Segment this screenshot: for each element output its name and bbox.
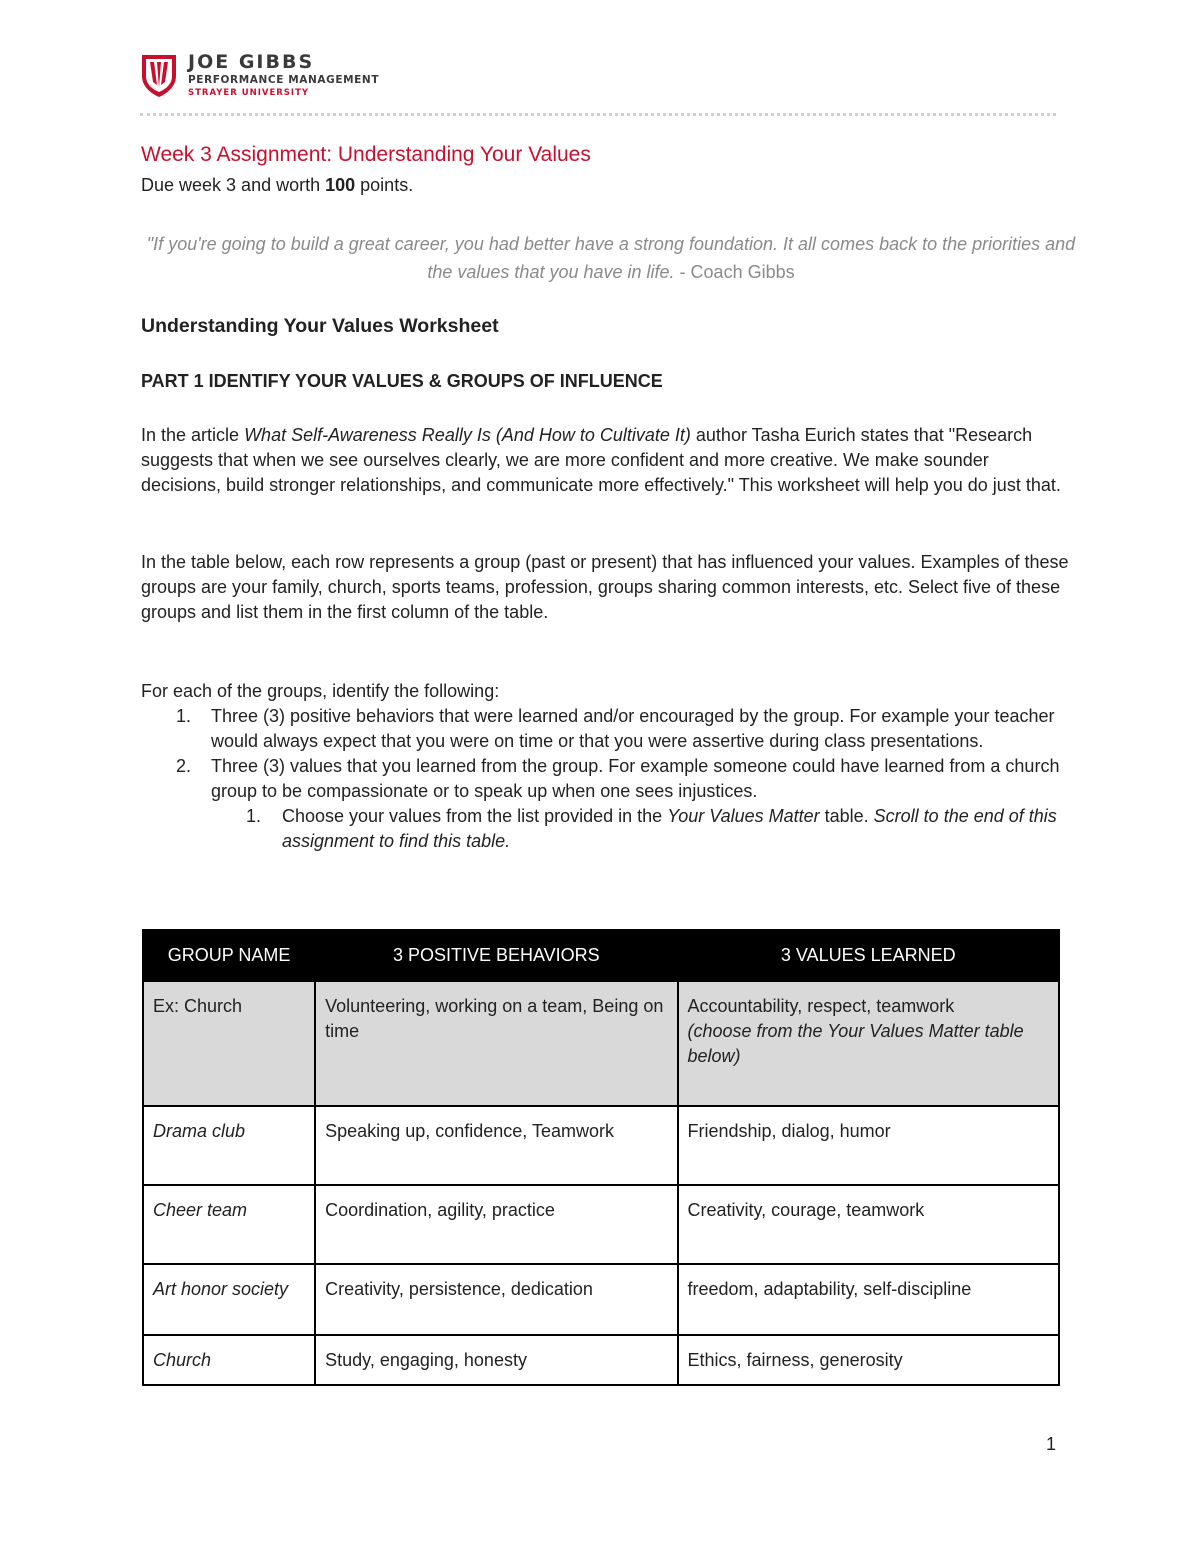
example-behaviors: Volunteering, working on a team, Being on time: [315, 981, 677, 1106]
logo-subtitle: PERFORMANCE MANAGEMENT: [188, 73, 380, 86]
header-divider: [140, 113, 1056, 116]
assignment-title: Week 3 Assignment: Understanding Your Values: [141, 143, 591, 166]
table-instructions-paragraph: In the table below, each row represents a group (past or present) that has influenced your values. Examples of these groups are your family, church, sports teams, profession, groups sharing common interests, etc. Select five of these groups and list them in the first column of the table.: [141, 552, 1069, 622]
sub-list-number: 1.: [246, 806, 262, 826]
logo-wordmark: [188, 50, 380, 98]
table-row: [143, 1335, 1059, 1385]
table-header-row: [143, 930, 1059, 981]
part-heading: PART 1 IDENTIFY YOUR VALUES & GROUPS OF INFLUENCE: [141, 371, 663, 391]
due-points: 100: [325, 175, 356, 195]
quote-text: "If you're going to build a great career, you had better have a strong foundation. It all comes back to the priorities and the values that you have in life.: [146, 234, 1076, 282]
list-text: Three (3) positive behaviors that were learned and/or encouraged by the group. For example your teacher would always expect that you were on time or that you were assertive during class presentations.: [211, 706, 1055, 751]
values-table-name: Your Values Matter: [667, 806, 820, 826]
values-table: [142, 929, 1060, 1386]
table-row: [143, 1264, 1059, 1335]
header-positive-behaviors: 3 POSITIVE BEHAVIORS: [315, 930, 677, 981]
page-number: 1: [1046, 1434, 1057, 1454]
behaviors-cell: Study, engaging, honesty: [315, 1335, 677, 1385]
example-row: [143, 981, 1059, 1106]
due-suffix: points.: [355, 175, 414, 195]
values-cell: freedom, adaptability, self-discipline: [678, 1264, 1060, 1335]
sub-text-b: table.: [819, 806, 874, 826]
example-values-cell: [678, 981, 1060, 1106]
quote-author: - Coach Gibbs: [674, 262, 795, 282]
group-cell: Art honor society: [143, 1264, 315, 1335]
values-cell: Creativity, courage, teamwork: [678, 1185, 1060, 1264]
list-item: [141, 704, 1071, 754]
intro-paragraph: [141, 423, 1071, 498]
example-values: Accountability, respect, teamwork: [687, 996, 955, 1016]
p1-body: author Tasha Eurich states that "Research suggests that when we see ourselves clearly, we are more confident and more creative. We make sounder decisions, build stronger relationships, and communicate more effectively." This worksheet will help you do just that.: [141, 425, 1061, 495]
group-cell: Cheer team: [143, 1185, 315, 1264]
header-group-name: GROUP NAME: [143, 930, 315, 981]
logo-university: STRAYER UNIVERSITY: [188, 88, 310, 98]
group-cell: Church: [143, 1335, 315, 1385]
values-cell: Ethics, fairness, generosity: [678, 1335, 1060, 1385]
behaviors-cell: Speaking up, confidence, Teamwork: [315, 1106, 677, 1185]
behaviors-cell: Coordination, agility, practice: [315, 1185, 677, 1264]
sub-list-item: [141, 804, 1071, 854]
due-line: [141, 175, 413, 196]
table-row: [143, 1106, 1059, 1185]
list-number: 1.: [176, 706, 192, 726]
joe-gibbs-logo: [140, 50, 379, 100]
sub-text-a: Choose your values from the list provided in the: [282, 806, 668, 826]
values-cell: Friendship, dialog, humor: [678, 1106, 1060, 1185]
list-text: Three (3) values that you learned from the group. For example someone could have learned from a church group to be compassionate or to speak up when one sees injustices.: [211, 756, 1060, 801]
example-group: Ex: Church: [143, 981, 315, 1106]
due-prefix: Due week 3 and worth: [141, 175, 326, 195]
header-values-learned: 3 VALUES LEARNED: [678, 930, 1060, 981]
scroll-note: Scroll to the end of this assignment to find this table.: [282, 806, 1057, 851]
behaviors-cell: Creativity, persistence, dedication: [315, 1264, 677, 1335]
coach-quote: [141, 230, 1081, 286]
shield-logo-icon: [140, 52, 178, 98]
example-note: (choose from the Your Values Matter table below): [687, 1021, 1024, 1066]
logo-name: JOE GIBBS: [188, 50, 315, 73]
p1-lead: In the article: [141, 425, 245, 445]
instructions-list: [141, 704, 1071, 854]
group-cell: Drama club: [143, 1106, 315, 1185]
worksheet-heading: Understanding Your Values Worksheet: [141, 315, 499, 337]
list-number: 2.: [176, 756, 192, 776]
table-row: [143, 1185, 1059, 1264]
list-item: [141, 754, 1071, 804]
article-title: What Self-Awareness Really Is (And How to Cultivate It): [244, 425, 691, 445]
identify-intro: For each of the groups, identify the following:: [141, 681, 500, 701]
